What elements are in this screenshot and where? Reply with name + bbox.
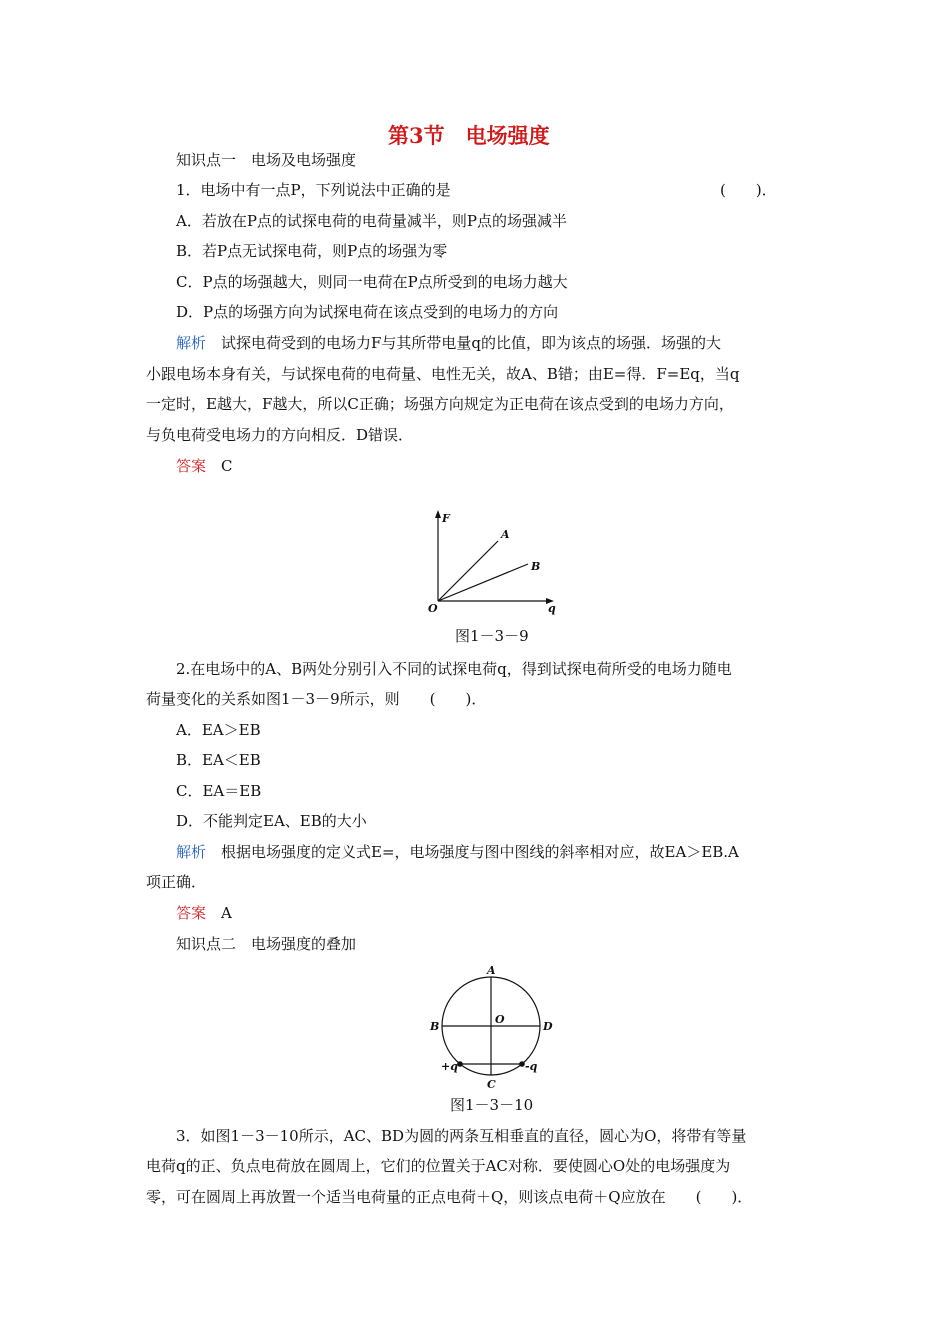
q2-analysis-line-1 xyxy=(176,842,739,862)
f-axis-arrow xyxy=(435,510,441,518)
q1-answer xyxy=(176,456,233,476)
point-d-label: D xyxy=(543,1020,553,1033)
page-title: 第3节 电场强度 xyxy=(388,123,550,148)
q1-analysis-line-1 xyxy=(176,333,721,353)
minus-q-label: -q xyxy=(525,1060,538,1073)
point-b-label-2: B xyxy=(430,1020,440,1033)
q2-option-d: D．不能判定EA、EB的大小 xyxy=(176,812,367,830)
figure-1-3-10-caption: 图1－3－10 xyxy=(450,1096,534,1114)
f-label: F xyxy=(442,512,450,525)
negative-charge-dot xyxy=(519,1061,525,1067)
figure-1-3-9-caption: 图1－3－9 xyxy=(455,627,529,645)
q1-answer-paren: ( )． xyxy=(720,181,777,199)
q3-stem-line-3: 零，可在圆周上再放置一个适当电荷量的正点电荷＋Q，则该点电荷＋Q应放在 ( )． xyxy=(146,1188,753,1206)
point-b-label: B xyxy=(531,560,541,573)
section-heading-2: 知识点二 电场强度的叠加 xyxy=(176,935,357,953)
point-a-label-2: A xyxy=(487,964,496,977)
figure-1-3-9 xyxy=(420,508,570,618)
q1-option-b: B．若P点无试探电荷，则P点的场强为零 xyxy=(176,242,448,260)
q2-option-c: C．EA＝EB xyxy=(176,782,262,800)
q2-analysis-text-1: 根据电场强度的定义式E=，电场强度与图中图线的斜率相对应，故EA＞EB.A xyxy=(206,843,739,861)
answer-label-2: 答案 xyxy=(176,904,207,922)
point-c-label: C xyxy=(487,1078,496,1091)
q-label: q xyxy=(548,602,556,615)
line-a xyxy=(438,541,498,601)
q1-analysis-text-1: 试探电荷受到的电场力F与其所带电量q的比值，即为该点的场强．场强的大 xyxy=(206,334,722,352)
positive-charge-dot xyxy=(457,1061,463,1067)
q3-stem-line-2: 电荷q的正、负点电荷放在圆周上，它们的位置关于AC对称．要使圆心O处的电场强度为 xyxy=(146,1157,731,1175)
q3-stem-line-1: 3．如图1－3－10所示，AC、BD为圆的两条互相垂直的直径，圆心为O，将带有等量 xyxy=(176,1127,747,1145)
q1-stem: 1．电场中有一点P，下列说法中正确的是 xyxy=(176,181,451,199)
q2-option-a: A．EA＞EB xyxy=(176,721,261,739)
origin-label: O xyxy=(428,602,438,615)
q2-stem-line-1: 2.在电场中的A、B两处分别引入不同的试探电荷q，得到试探电荷所受的电场力随电 xyxy=(176,660,732,678)
q1-option-d: D．P点的场强方向为试探电荷在该点受到的电场力的方向 xyxy=(176,303,559,321)
q2-option-b: B．EA＜EB xyxy=(176,751,261,769)
q1-analysis-line-4: 与负电荷受电场力的方向相反．D错误． xyxy=(146,426,414,444)
q2-answer xyxy=(176,903,232,923)
q1-option-c: C．P点的场强越大，则同一电荷在P点所受到的电场力越大 xyxy=(176,273,568,291)
point-a-label: A xyxy=(501,528,510,541)
q2-analysis-line-2: 项正确． xyxy=(146,873,207,891)
answer-label: 答案 xyxy=(176,457,207,475)
analysis-label: 解析 xyxy=(176,334,207,352)
analysis-label-2: 解析 xyxy=(176,843,207,861)
q1-analysis-line-2: 小跟电场本身有关，与试探电荷的电荷量、电性无关，故A、B错；由E=得．F=Eq，当q xyxy=(146,365,740,383)
q2-stem-line-2: 荷量变化的关系如图1－3－9所示，则 ( )． xyxy=(146,690,487,708)
q1-answer-value: C xyxy=(206,457,233,475)
section-heading-1: 知识点一 电场及电场强度 xyxy=(176,151,357,169)
plus-q-label: +q xyxy=(441,1060,458,1073)
center-o-label: O xyxy=(495,1013,505,1026)
q2-answer-value: A xyxy=(206,904,232,922)
figure-1-3-10 xyxy=(425,962,565,1092)
q1-analysis-line-3: 一定时，E越大，F越大，所以C正确；场强方向规定为正电荷在该点受到的电场力方向， xyxy=(146,395,734,413)
q1-option-a: A．若放在P点的试探电荷的电荷量减半，则P点的场强减半 xyxy=(176,212,568,230)
line-b xyxy=(438,564,528,601)
